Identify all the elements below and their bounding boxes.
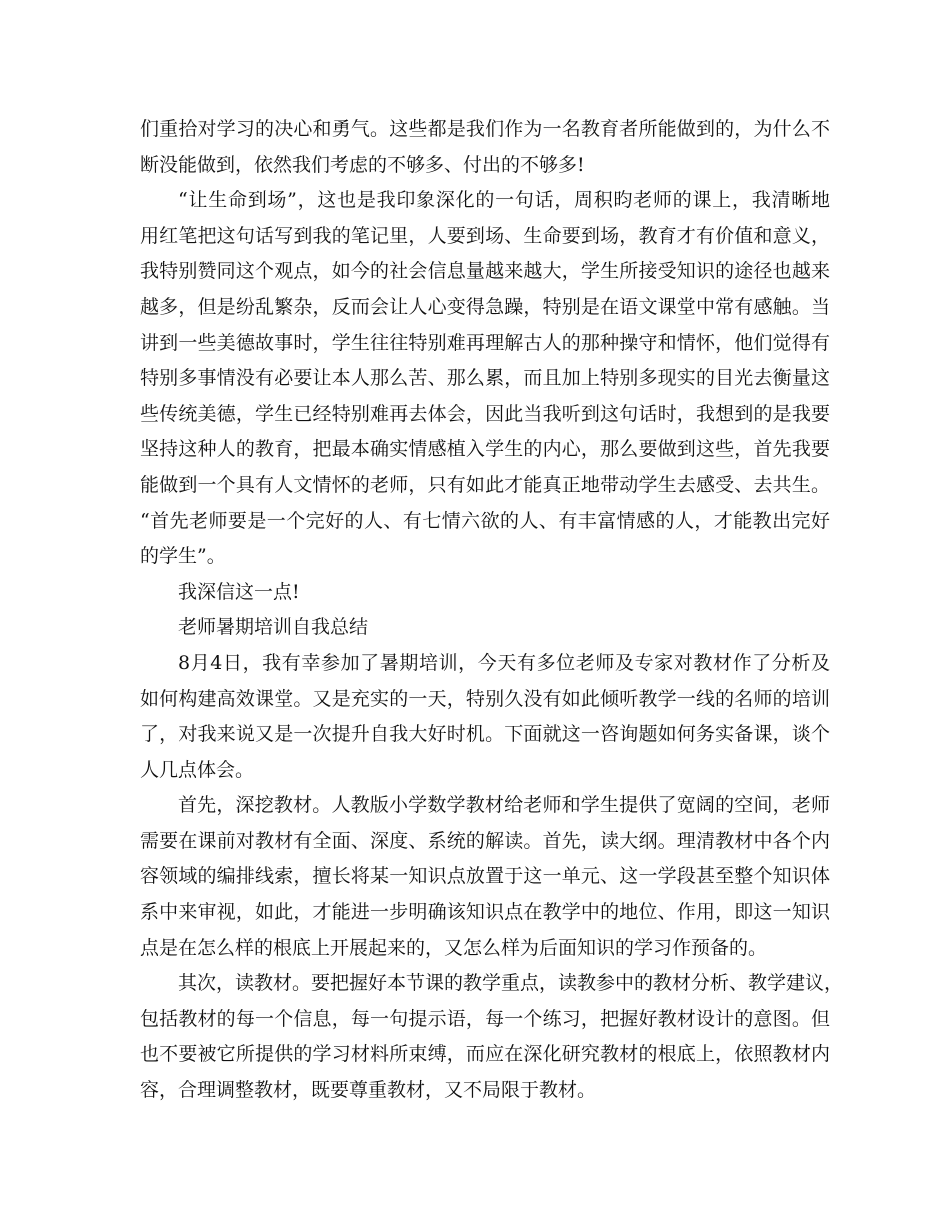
paragraph-p4 <box>140 610 830 646</box>
text-line: 用红笔把这句话写到我的笔记里，人要到场、生命要到场，教育才有价值和意义， <box>140 224 830 247</box>
paragraph-p7 <box>140 966 844 1108</box>
text-line: 坚持这种人的教育，把最本确实情感植入学生的内心，那么要做到这些，首先我要 <box>140 438 830 461</box>
document-body <box>140 112 844 1109</box>
paragraph-p1 <box>140 112 830 183</box>
text-line: 越多，但是纷乱繁杂，反而会让人心变得急躁，特别是在语文课堂中常有感触。当 <box>140 295 830 318</box>
text-line: 首先，深挖教材。人教版小学数学教材给老师和学生提供了宽阔的空间，老师 <box>178 794 830 817</box>
text-line: 特别多事情没有必要让本人那么苦、那么累，而且加上特别多现实的目光去衡量这 <box>140 367 830 390</box>
text-line: 如何构建高效课堂。又是充实的一天，特别久没有如此倾听教学一线的名师的培训 <box>140 687 830 710</box>
text-line: 容领域的编排线索，擅长将某一知识点放置于这一单元、这一学段甚至整个知识体 <box>140 865 830 888</box>
text-line: 些传统美德，学生已经特别难再去体会，因此当我听到这句话时，我想到的是我要 <box>140 402 830 425</box>
text-line: 我深信这一点! <box>178 580 300 603</box>
text-line: 能做到一个具有人文情怀的老师，只有如此才能真正地带动学生去感受、去共生。 <box>140 473 830 496</box>
text-line: 的学生”。 <box>140 545 226 568</box>
paragraph-p2 <box>140 183 830 575</box>
text-line: 了，对我来说又是一次提升自我大好时机。下面就这一咨询题如何务实备课，谈个 <box>140 723 830 746</box>
text-line: 系中来审视，如此，才能进一步明确该知识点在教学中的地位、作用，即这一知识 <box>140 901 830 924</box>
text-line: 断没能做到，依然我们考虑的不够多、付出的不够多! <box>140 153 585 176</box>
text-line: “让生命到场”，这也是我印象深化的一句话，周积昀老师的课上，我清晰地 <box>178 189 830 212</box>
text-line: 其次，读教材。要把握好本节课的教学重点，读教参中的教材分析、教学建议， <box>178 972 844 995</box>
text-line: 点是在怎么样的根底上开展起来的，又怎么样为后面知识的学习作预备的。 <box>140 936 768 959</box>
paragraph-p6 <box>140 788 830 966</box>
text-line: 老师暑期培训自我总结 <box>178 616 369 639</box>
text-line: 我特别赞同这个观点，如今的社会信息量越来越大，学生所接受知识的途径也越来 <box>140 260 830 283</box>
text-line: 需要在课前对教材有全面、深度、系统的解读。首先，读大纲。理清教材中各个内 <box>140 829 830 852</box>
text-line: 讲到一些美德故事时，学生往往特别难再理解古人的那种操守和情怀，他们觉得有 <box>140 331 830 354</box>
text-line: 包括教材的每一个信息，每一句提示语，每一个练习，把握好教材设计的意图。但 <box>140 1007 830 1030</box>
text-line: 也不要被它所提供的学习材料所束缚，而应在深化研究教材的根底上，依照教材内 <box>140 1043 830 1066</box>
text-line: 8月4日，我有幸参加了暑期培训，今天有多位老师及专家对教材作了分析及 <box>178 651 830 674</box>
text-line: 人几点体会。 <box>140 758 255 781</box>
text-line: 们重拾对学习的决心和勇气。这些都是我们作为一名教育者所能做到的，为什么不 <box>140 118 830 140</box>
text-line: “首先老师要是一个完好的人、有七情六欲的人、有丰富情感的人，才能教出完好 <box>140 509 830 532</box>
paragraph-p5 <box>140 646 830 788</box>
paragraph-p3 <box>140 575 830 611</box>
text-line: 容，合理调整教材，既要尊重教材，又不局限于教材。 <box>140 1079 597 1102</box>
